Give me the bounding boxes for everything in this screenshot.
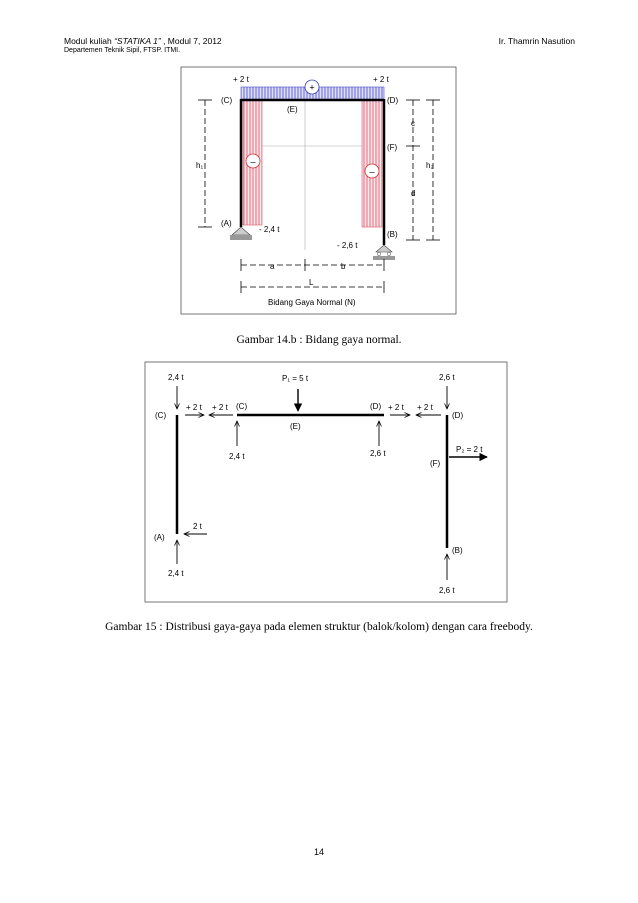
label-c-left: (C) — [155, 411, 167, 420]
label-node-b: (B) — [387, 230, 398, 239]
label-c-beam-h: + 2 t — [212, 403, 228, 412]
page-number: 14 — [313, 847, 324, 857]
dimension-lines — [198, 100, 440, 293]
normal-diagram-right-column — [362, 100, 382, 227]
label-a-h: 2 t — [193, 522, 202, 531]
dimension-d: d — [411, 189, 416, 198]
label-a-up: 2,4 t — [168, 569, 184, 578]
label-right-top-force: 2,6 t — [439, 373, 455, 382]
label-top-right-force: + 2 t — [373, 75, 389, 84]
label-e: (E) — [290, 422, 301, 431]
label-b: (B) — [452, 546, 463, 555]
dimension-b: b — [341, 262, 346, 271]
label-p1: P₁ = 5 t — [282, 374, 309, 383]
header-right: Ir. Thamrin Nasution — [498, 36, 575, 46]
label-node-a: (A) — [221, 219, 232, 228]
figure-14b-title: Bidang Gaya Normal (N) — [268, 298, 356, 307]
header-left: Modul kuliah “STATIKA 1” , Modul 7, 2012 — [64, 36, 222, 46]
label-left-top-force: 2,4 t — [168, 373, 184, 382]
dimension-c: c — [411, 119, 415, 128]
dimension-h1: h₁ — [196, 161, 204, 170]
dimension-a: a — [270, 262, 275, 271]
label-node-f: (F) — [387, 143, 398, 152]
freebody-members — [177, 415, 447, 548]
label-top-left-force: + 2 t — [233, 75, 249, 84]
label-d-right-h: + 2 t — [417, 403, 433, 412]
support-b — [373, 245, 395, 260]
label-a: (A) — [154, 533, 165, 542]
label-p2: P₂ = 2 t — [456, 445, 483, 454]
label-node-c: (C) — [221, 96, 233, 105]
label-b-up: 2,6 t — [439, 586, 455, 595]
label-d-beam: (D) — [370, 402, 382, 411]
label-node-e: (E) — [287, 105, 298, 114]
label-node-d: (D) — [387, 96, 399, 105]
figure-14b — [181, 67, 456, 314]
label-d-beam-h: + 2 t — [388, 403, 404, 412]
support-a — [230, 227, 252, 240]
label-d-right: (D) — [452, 411, 464, 420]
label-c-beam: (C) — [236, 402, 248, 411]
label-bottom-right-force: - 2,6 t — [337, 241, 358, 250]
header-sub: Departemen Teknik Sipil, FTSP. ITMI. — [64, 47, 181, 54]
dimension-h2: h₂ — [426, 161, 434, 170]
plus-sign: + — [309, 82, 315, 93]
figure-15-caption: Gambar 15 : Distribusi gaya-gaya pada elemen struktur (balok/kolom) dengan cara freebody. — [105, 621, 533, 633]
figure-15-frame — [145, 362, 507, 602]
label-c-left-h: + 2 t — [186, 403, 202, 412]
dimension-l: L — [309, 278, 314, 287]
minus-sign-right: – — [369, 166, 375, 177]
label-f: (F) — [430, 459, 441, 468]
minus-sign-left: – — [250, 156, 256, 167]
label-beam-right-up: 2,6 t — [370, 449, 386, 458]
label-beam-left-up: 2,4 t — [229, 452, 245, 461]
figure-15 — [145, 362, 507, 602]
figure-14b-caption: Gambar 14.b : Bidang gaya normal. — [236, 334, 402, 346]
label-bottom-left-force: - 2,4 t — [259, 225, 280, 234]
